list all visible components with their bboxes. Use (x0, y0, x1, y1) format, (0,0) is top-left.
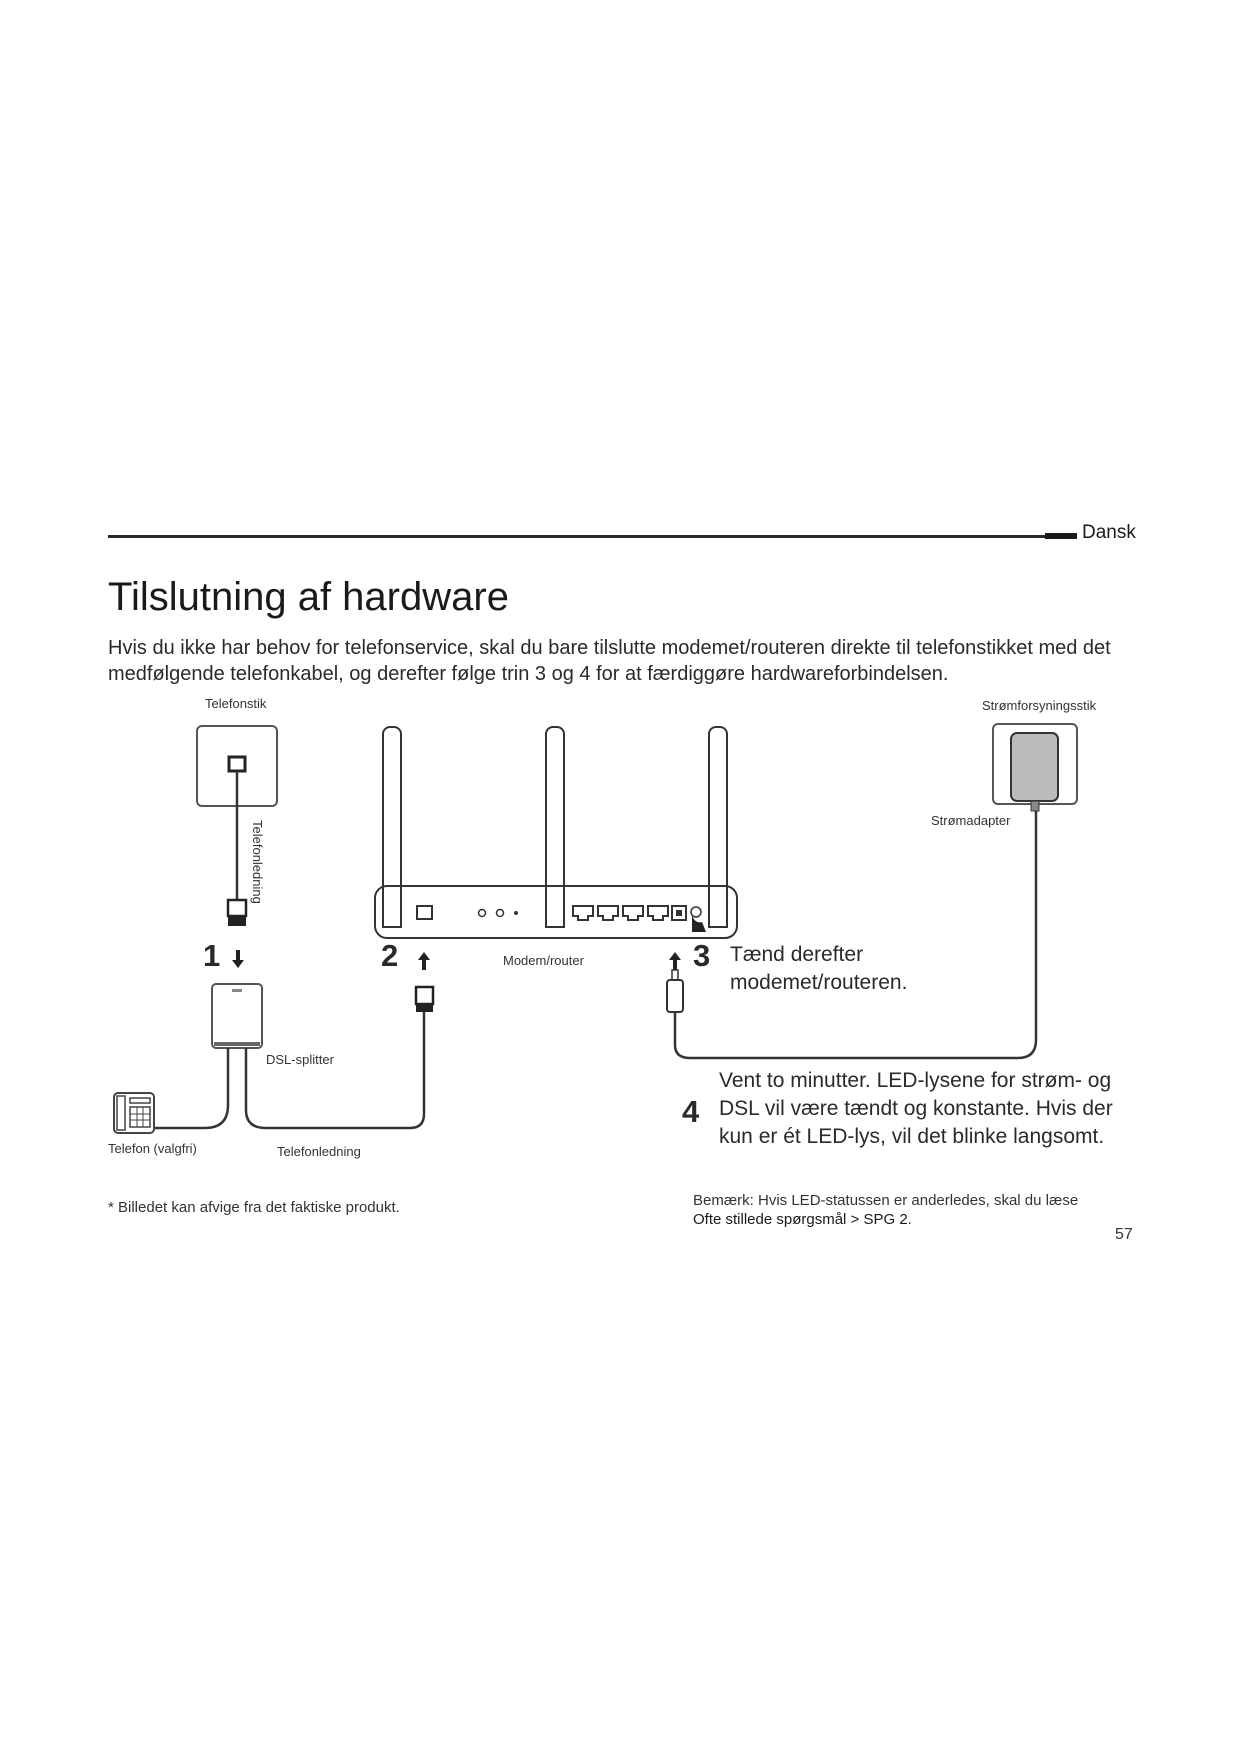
step-3-text: Tænd derefter modemet/routeren. (730, 943, 908, 994)
phone-cord-to-router (246, 1010, 424, 1128)
intro-paragraph: Hvis du ikke har behov for telefonservice, skal du bare tilslutte modemet/routeren direkte til telefonstikket med det medfølgende telefonkabel, og derefter følge trin 3 og 4 for at færdiggøre hardwareforbindelsen. (108, 637, 1111, 685)
language-label: Dansk (1082, 522, 1136, 543)
plug-1-end (228, 916, 246, 926)
page-title: Tilslutning af hardware (108, 575, 509, 619)
arrow-down-icon (232, 950, 244, 968)
step-4-number: 4 (682, 1094, 700, 1129)
note-suffix: . (907, 1211, 912, 1228)
label-phone-cord: Telefonledning (277, 1144, 361, 1159)
dc-plug (667, 980, 683, 1012)
step-4-text: Vent to minutter. LED-lysene for strøm- og DSL vil være tændt og konstante. Hvis der kun er ét LED-lys, vil det blinke langsomt. (719, 1069, 1113, 1148)
note-prefix: Bemærk: Hvis LED-statussen er anderledes, skal du læse (693, 1192, 1079, 1209)
power-outlet-icon (993, 724, 1077, 811)
step-2-number: 2 (381, 938, 399, 973)
label-modem-router: Modem/router (503, 953, 584, 968)
footnote: * Billedet kan afvige fra det faktiske produkt. (108, 1199, 400, 1216)
plug-1 (228, 900, 246, 916)
plug-2-end (416, 1004, 433, 1012)
plug-2 (416, 987, 433, 1004)
faq-link[interactable]: Ofte stillede spørgsmål > SPG 2 (693, 1211, 908, 1228)
page-number: 57 (1115, 1226, 1133, 1243)
telephone-icon (114, 1093, 154, 1133)
label-phone-optional: Telefon (valgfri) (108, 1141, 197, 1156)
router-icon (375, 727, 737, 938)
phone-cord-to-telephone (155, 1048, 228, 1128)
step-1-number: 1 (203, 938, 221, 973)
label-dsl-splitter: DSL-splitter (266, 1052, 334, 1067)
label-power-adapter: Strømadapter (931, 813, 1011, 828)
step-3-number: 3 (693, 938, 711, 973)
splitter-icon (212, 984, 262, 1048)
arrow-up-icon (418, 952, 430, 970)
label-power-outlet: Strømforsyningsstik (982, 698, 1097, 713)
dc-plug-tip (672, 970, 678, 980)
label-phone-jack: Telefonstik (205, 696, 267, 711)
label-phone-cord-vertical: Telefonledning (250, 820, 265, 904)
note (693, 1191, 1133, 1229)
arrow-up-icon (669, 952, 681, 970)
